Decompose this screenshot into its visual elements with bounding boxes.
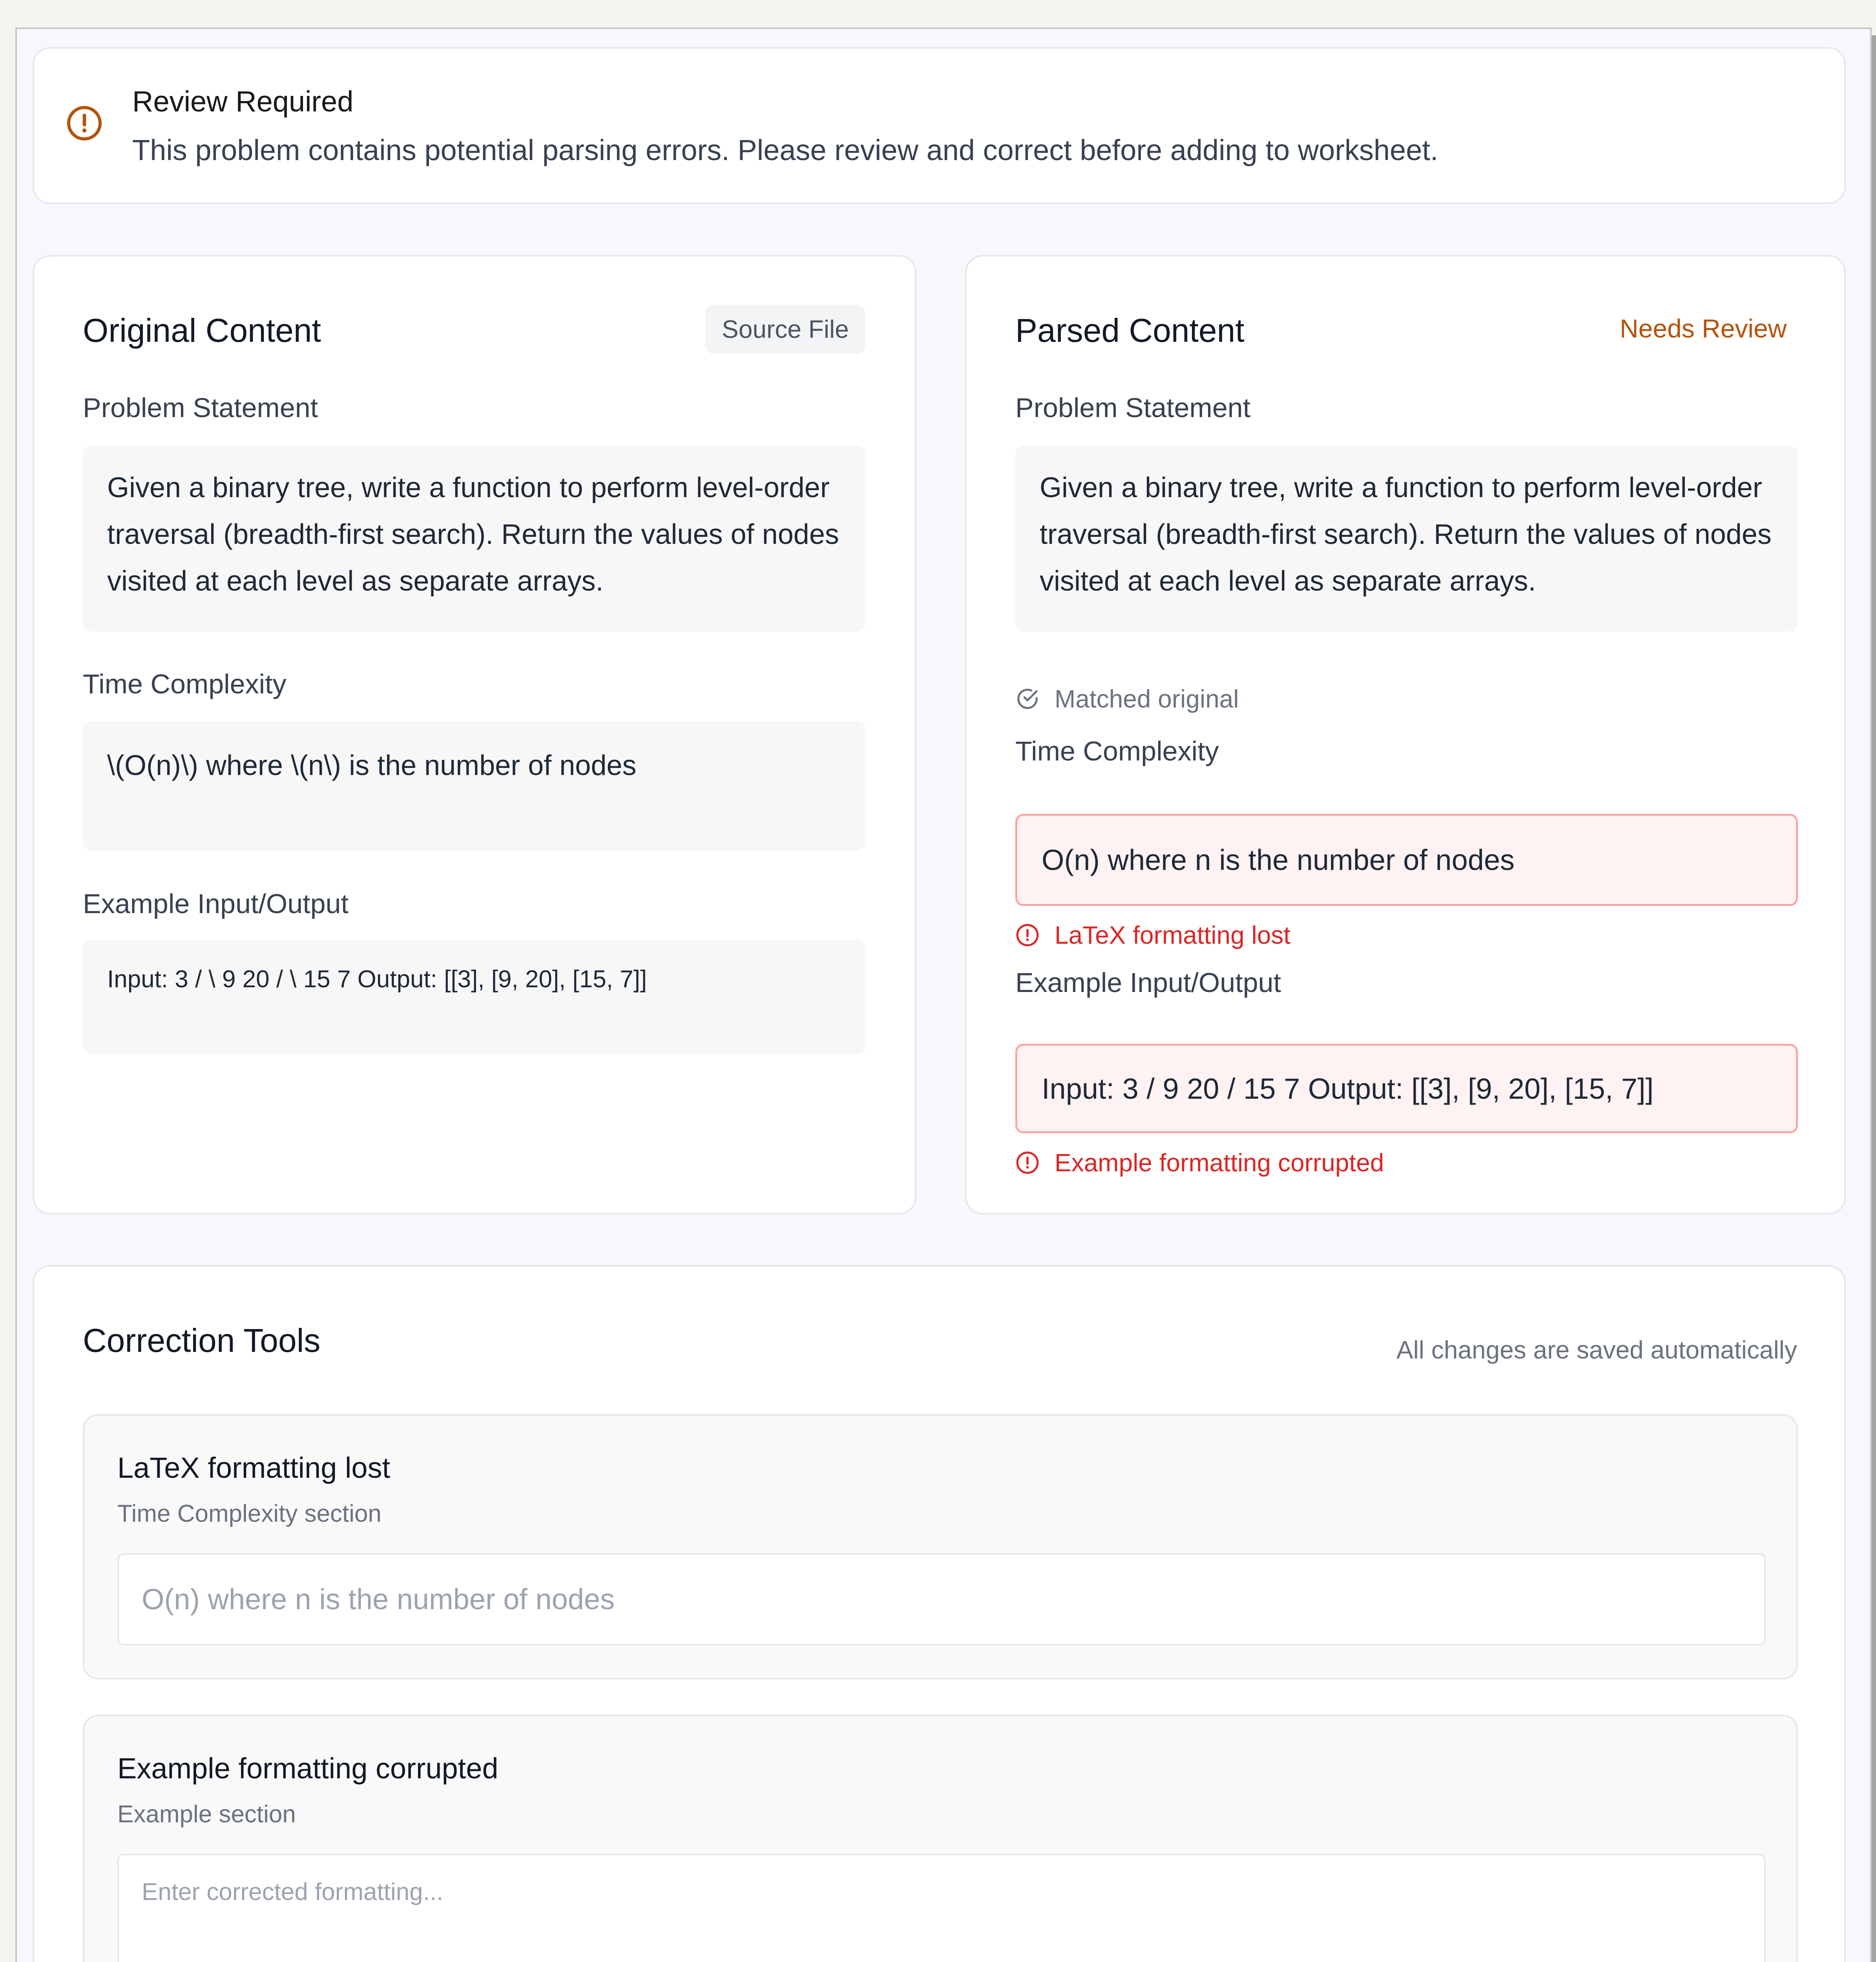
- correction-tools-card: [33, 1265, 1846, 1962]
- original-content-card: [33, 255, 916, 1214]
- original-problem-text: Given a binary tree, write a function to perform level-order traversal (breadth-first search). Return the values of nodes visited at each level as separate arrays.: [107, 472, 839, 597]
- alert-circle-icon: [66, 104, 103, 142]
- example-label: Example Input/Output: [1015, 967, 1281, 998]
- original-complexity-text: \(O(n)\) where \(n\) is the number of nodes: [107, 750, 637, 781]
- example-correction-textarea[interactable]: [117, 1854, 1766, 1962]
- alert-circle-icon: [1015, 923, 1040, 947]
- correction-tools-title: Correction Tools: [83, 1322, 321, 1359]
- alert-circle-icon: [1015, 1151, 1040, 1175]
- issue-latex-formatting: [83, 1414, 1798, 1679]
- original-example-text: Input: 3 / \ 9 20 / \ 15 7 Output: [[3], [9, 20], [15, 7]]: [107, 966, 647, 993]
- parsed-complexity-box: O(n) where n is the number of nodes: [1015, 814, 1798, 906]
- original-example-box: [83, 940, 865, 1054]
- alert-title: Review Required: [132, 85, 354, 118]
- latex-lost-note-text: LaTeX formatting lost: [1055, 921, 1291, 949]
- time-complexity-label: Time Complexity: [83, 669, 287, 699]
- alert-message: This problem contains potential parsing errors. Please review and correct before adding to worksheet.: [132, 134, 1438, 166]
- matched-note-text: Matched original: [1055, 685, 1239, 713]
- parsed-content-title: Parsed Content: [1015, 312, 1245, 349]
- review-window: [15, 27, 1872, 1962]
- problem-statement-label: Problem Statement: [1015, 392, 1251, 423]
- matched-note: [1015, 684, 1239, 713]
- autosave-hint: All changes are saved automatically: [1396, 1336, 1797, 1364]
- example-label: Example Input/Output: [83, 888, 349, 919]
- issue-subtitle: Time Complexity section: [117, 1500, 382, 1527]
- time-complexity-label: Time Complexity: [1015, 736, 1219, 766]
- parsed-content-card: [965, 255, 1846, 1214]
- parsed-example-box: Input: 3 / 9 20 / 15 7 Output: [[3], [9, 20], [15, 7]]: [1015, 1044, 1798, 1133]
- latex-correction-input[interactable]: [117, 1553, 1766, 1645]
- issue-example-formatting: [83, 1715, 1798, 1962]
- source-file-badge: Source File: [705, 305, 865, 354]
- review-alert: [33, 47, 1846, 204]
- original-content-title: Original Content: [83, 312, 321, 349]
- problem-statement-label: Problem Statement: [83, 392, 318, 423]
- issue-subtitle: Example section: [117, 1801, 296, 1828]
- original-complexity-box: [83, 721, 865, 851]
- issue-title: Example formatting corrupted: [117, 1752, 498, 1785]
- example-corrupted-note: [1015, 1148, 1384, 1177]
- parsed-problem-text: Given a binary tree, write a function to perform level-order traversal (breadth-first search). Return the values of nodes visited at each level as separate arrays.: [1040, 472, 1772, 597]
- check-circle-icon: [1015, 687, 1040, 711]
- example-corrupted-note-text: Example formatting corrupted: [1055, 1149, 1384, 1177]
- needs-review-badge: Needs Review: [1620, 314, 1787, 343]
- latex-lost-note: [1015, 921, 1290, 950]
- issue-title: LaTeX formatting lost: [117, 1451, 391, 1484]
